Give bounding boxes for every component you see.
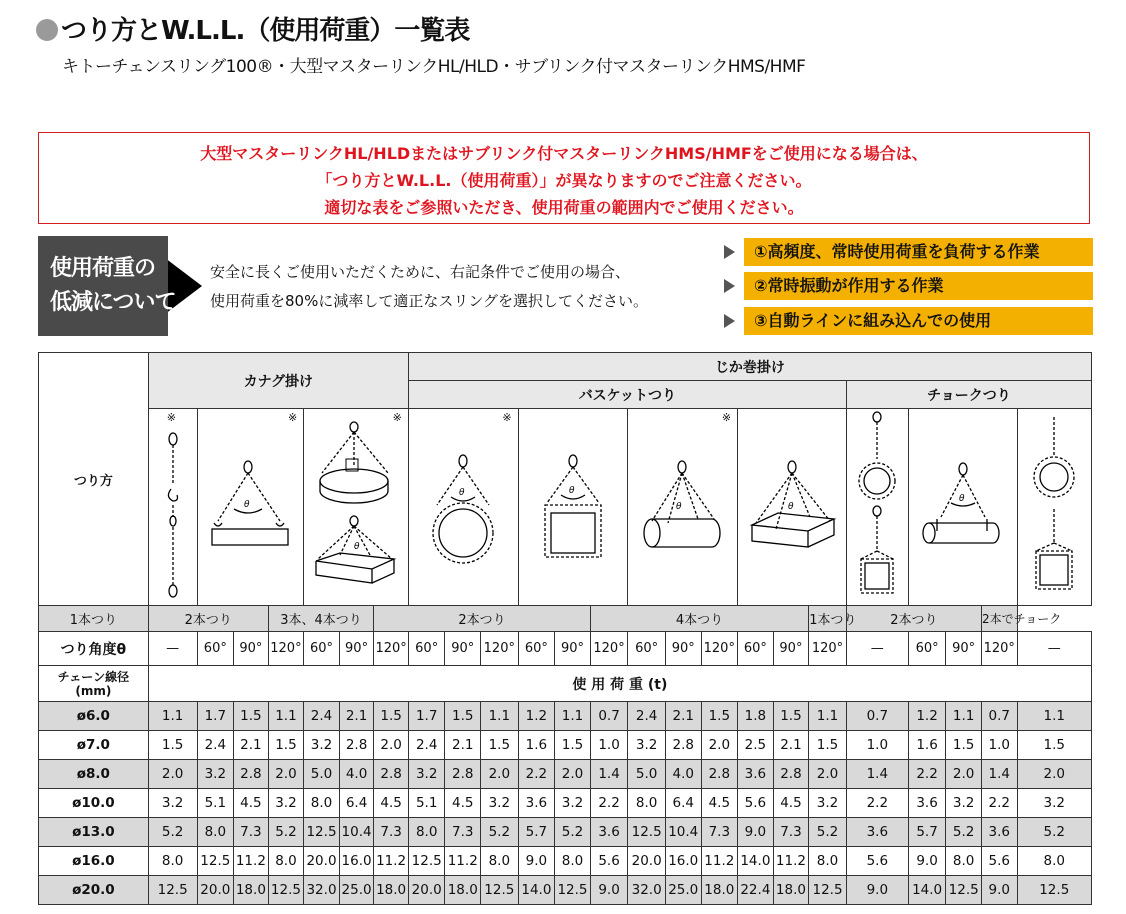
wll-cell: 3.2 [555,789,591,818]
wll-table [38,352,1092,905]
wll-cell: 4.5 [701,789,738,818]
condition-2: ②常時振動が作用する作業 [724,272,1094,300]
svg-text:θ: θ [568,486,575,496]
wll-cell: 2.1 [339,702,374,731]
wll-cell: 3.2 [481,789,519,818]
wll-cell: 3.2 [304,731,340,760]
wll-cell: 20.0 [408,876,445,905]
wll-cell: 14.0 [518,876,555,905]
sling-1leg-diagram: ※ [148,409,197,606]
legs-label: 4本つり [590,606,808,632]
wll-cell: 12.5 [197,847,234,876]
wll-cell: 2.8 [374,760,409,789]
choke-2leg-diagram [908,409,1017,606]
angle-cell: 120° [701,632,738,666]
wll-cell: 1.5 [773,702,809,731]
wll-cell: 2.8 [701,760,738,789]
wll-cell: 2.1 [445,731,481,760]
wll-cell: 2.2 [846,789,908,818]
wll-cell: 7.3 [374,818,409,847]
angle-cell: 120° [481,632,519,666]
wll-cell: 2.0 [809,760,847,789]
basket-4leg-box-diagram [738,409,847,606]
angle-cell: 90° [665,632,701,666]
wll-cell: 32.0 [304,876,340,905]
wll-cell: 2.8 [665,731,701,760]
wll-cell: 2.1 [234,731,269,760]
angle-row [39,632,1092,666]
wll-cell: 18.0 [701,876,738,905]
wll-cell: 2.4 [197,731,234,760]
legs-label: 1本つり [809,606,847,632]
wll-cell: 2.8 [445,760,481,789]
wll-cell: 5.2 [148,818,197,847]
wll-cell: 1.5 [809,731,847,760]
wll-cell: 8.0 [946,847,982,876]
wll-cell: 1.5 [481,731,519,760]
wll-cell: 9.0 [518,847,555,876]
svg-text:θ: θ [958,494,965,504]
wll-cell: 5.2 [1017,818,1091,847]
wll-cell: 1.5 [148,731,197,760]
wll-cell: 18.0 [234,876,269,905]
wll-cell: 1.5 [374,702,409,731]
wll-cell: 20.0 [304,847,340,876]
angle-cell: 90° [234,632,269,666]
wll-cell: 2.4 [304,702,340,731]
angle-cell: 120° [809,632,847,666]
svg-text:θ: θ [788,502,794,512]
table-row [39,731,1092,760]
wll-cell: 10.4 [339,818,374,847]
wll-cell: 4.5 [773,789,809,818]
data-body [39,702,1092,905]
wll-cell: 1.5 [445,702,481,731]
wll-cell: 2.1 [773,731,809,760]
table-row [39,876,1092,905]
notice-box [38,132,1090,224]
wll-cell: 20.0 [628,847,666,876]
wll-cell: 1.5 [234,702,269,731]
diameter-cell: ø13.0 [39,818,149,847]
angle-cell: 60° [197,632,234,666]
wll-cell: 12.5 [304,818,340,847]
page-title: つり方とW.L.L.（使用荷重）一覧表 [36,10,469,47]
wll-cell: 11.2 [773,847,809,876]
legs-label: 2本でチョーク [981,606,1017,632]
wll-cell: 2.0 [701,731,738,760]
condition-1: ①高頻度、常時使用荷重を負荷する作業 [724,238,1094,266]
wll-cell: 9.0 [738,818,774,847]
wll-cell: 1.1 [268,702,304,731]
wll-cell: 2.5 [738,731,774,760]
basket-2leg-round-diagram: ※ θ [408,409,518,606]
wll-cell: 4.5 [445,789,481,818]
wll-cell: 1.4 [846,760,908,789]
angle-cell: 90° [773,632,809,666]
wll-cell: 9.0 [981,876,1017,905]
jika-header: じか巻掛け [408,353,1091,381]
diameter-cell: ø6.0 [39,702,149,731]
wll-cell: 11.2 [445,847,481,876]
sling-3-4leg-diagram: ※ θ [304,409,409,606]
diameter-cell: ø16.0 [39,847,149,876]
wll-cell: 1.1 [555,702,591,731]
wll-cell: 25.0 [665,876,701,905]
wll-cell: 11.2 [234,847,269,876]
notice-line-1: 大型マスターリンクHL/HLDまたはサブリンク付マスターリンクHMS/HMFをご使用になる場合は、 [200,144,928,163]
angle-cell: 120° [374,632,409,666]
notice-line-3: 適切な表をご参照いただき、使用荷重の範囲内でご使用ください。 [324,198,804,217]
svg-text:θ: θ [354,542,360,552]
wll-cell: 9.0 [908,847,946,876]
wll-cell: 3.2 [197,760,234,789]
table-row [39,818,1092,847]
diameter-label: チェーン線径 (mm) [39,666,149,702]
wll-cell: 2.0 [481,760,519,789]
wll-cell: 2.1 [665,702,701,731]
wll-cell: 4.5 [234,789,269,818]
legs-label: 3本、4本つり [268,606,374,632]
wll-cell: 3.2 [268,789,304,818]
legs-label: 2本つり [148,606,268,632]
wll-cell: 2.2 [981,789,1017,818]
angle-cell: 60° [408,632,445,666]
wll-cell: 11.2 [374,847,409,876]
wll-cell: 12.5 [946,876,982,905]
wll-cell: 11.2 [701,847,738,876]
wll-cell: 1.5 [268,731,304,760]
wll-cell: 8.0 [555,847,591,876]
wll-cell: 5.1 [408,789,445,818]
angle-cell: 60° [518,632,555,666]
kanagu-header: カナグ掛け [148,353,408,409]
wll-cell: 18.0 [374,876,409,905]
angle-cell: 120° [268,632,304,666]
table-row [39,760,1092,789]
angle-cell: — [846,632,908,666]
wll-cell: 0.7 [981,702,1017,731]
reduction-text: 安全に長くご使用いただくために、右記条件でご使用の場合、 使用荷重を80%に減率して適正なスリングを選択してください。 [210,263,649,310]
wll-cell: 2.0 [946,760,982,789]
angle-cell: 60° [628,632,666,666]
basket-header: バスケットつり [408,381,846,409]
wll-cell: 2.0 [374,731,409,760]
wll-cell: 8.0 [481,847,519,876]
wll-cell: 8.0 [408,818,445,847]
wll-cell: 7.3 [701,818,738,847]
basket-4leg-round-diagram: ※ θ [628,409,738,606]
wll-cell: 14.0 [908,876,946,905]
wll-cell: 2.4 [408,731,445,760]
wll-cell: 5.7 [908,818,946,847]
triangle-icon [724,279,735,293]
table-row [39,847,1092,876]
wll-cell: 2.8 [234,760,269,789]
wll-cell: 12.5 [268,876,304,905]
wll-cell: 2.0 [1017,760,1091,789]
diameter-cell: ø20.0 [39,876,149,905]
wll-cell: 9.0 [590,876,628,905]
wll-cell: 0.7 [846,702,908,731]
wll-cell: 1.2 [908,702,946,731]
wll-cell: 1.1 [148,702,197,731]
wll-cell: 18.0 [445,876,481,905]
wll-cell: 25.0 [339,876,374,905]
wll-cell: 8.0 [628,789,666,818]
basket-2leg-square-diagram [518,409,628,606]
wll-cell: 1.1 [1017,702,1091,731]
angle-cell: 60° [738,632,774,666]
wll-cell: 8.0 [304,789,340,818]
wll-cell: 3.2 [148,789,197,818]
wll-cell: 5.0 [628,760,666,789]
wll-cell: 1.0 [981,731,1017,760]
wll-cell: 1.5 [946,731,982,760]
choke-header: チョークつり [846,381,1091,409]
choke-1leg-diagram [846,409,908,606]
wll-cell: 3.6 [981,818,1017,847]
diameter-cell: ø7.0 [39,731,149,760]
wll-cell: 12.5 [555,876,591,905]
wll-cell: 32.0 [628,876,666,905]
wll-cell: 2.2 [908,760,946,789]
legs-label: 2本つり [374,606,590,632]
wll-cell: 5.2 [268,818,304,847]
wll-cell: 3.2 [408,760,445,789]
wll-cell: 2.0 [555,760,591,789]
wll-cell: 22.4 [738,876,774,905]
wll-cell: 20.0 [197,876,234,905]
wll-label: 使 用 荷 重 (t) [148,666,1091,702]
wll-cell: 16.0 [339,847,374,876]
wll-cell: 5.2 [481,818,519,847]
wll-cell: 12.5 [809,876,847,905]
wll-cell: 0.7 [590,702,628,731]
method-header: つり方 [39,353,149,606]
wll-cell: 12.5 [481,876,519,905]
wll-cell: 1.7 [408,702,445,731]
angle-cell: 90° [445,632,481,666]
diameter-cell: ø10.0 [39,789,149,818]
angle-cell: — [148,632,197,666]
table-row [39,789,1092,818]
wll-cell: 1.4 [590,760,628,789]
svg-text:θ: θ [458,488,465,498]
wll-cell: 1.8 [738,702,774,731]
triangle-icon [724,245,735,259]
wll-cell: 3.2 [809,789,847,818]
wll-cell: 12.5 [148,876,197,905]
wll-cell: 3.2 [1017,789,1091,818]
wll-cell: 8.0 [1017,847,1091,876]
wll-cell: 16.0 [665,847,701,876]
wll-cell: 1.5 [555,731,591,760]
angle-cell: 90° [339,632,374,666]
triangle-icon [724,314,735,328]
wll-cell: 9.0 [846,876,908,905]
reduction-label: 使用荷重の 低減について [38,236,168,336]
diameter-cell: ø8.0 [39,760,149,789]
wll-cell: 12.5 [628,818,666,847]
wll-cell: 12.5 [408,847,445,876]
wll-cell: 8.0 [268,847,304,876]
wll-cell: 3.6 [908,789,946,818]
wll-cell: 8.0 [809,847,847,876]
wll-cell: 5.6 [590,847,628,876]
wll-cell: 3.6 [518,789,555,818]
wll-cell: 4.0 [665,760,701,789]
wll-cell: 3.2 [628,731,666,760]
wll-cell: 5.2 [809,818,847,847]
wll-cell: 7.3 [773,818,809,847]
wll-cell: 8.0 [148,847,197,876]
wll-cell: 8.0 [197,818,234,847]
wll-cell: 5.0 [304,760,340,789]
angle-cell: 90° [555,632,591,666]
sling-2leg-hook-diagram: ※ θ [197,409,304,606]
wll-cell: 5.2 [555,818,591,847]
angle-cell: 90° [946,632,982,666]
table-row [39,702,1092,731]
wll-cell: 1.7 [197,702,234,731]
wll-cell: 2.2 [590,789,628,818]
angle-cell: 120° [981,632,1017,666]
wll-cell: 2.0 [148,760,197,789]
wll-cell: 5.1 [197,789,234,818]
angle-cell: 60° [908,632,946,666]
notice-line-2: 「つり方とW.L.L.（使用荷重）」が異なりますのでご注意ください。 [316,171,812,190]
wll-cell: 2.4 [628,702,666,731]
wll-cell: 1.6 [518,731,555,760]
wll-cell: 10.4 [665,818,701,847]
wll-cell: 2.0 [268,760,304,789]
wll-cell: 5.6 [981,847,1017,876]
angle-label: つり角度θ [39,632,149,666]
wll-cell: 1.0 [590,731,628,760]
wll-cell: 5.6 [846,847,908,876]
wll-cell: 3.2 [946,789,982,818]
wll-cell: 14.0 [738,847,774,876]
page-subtitle: キトーチェンスリング100®・大型マスターリンクHL/HLD・サブリンク付マスターリンクHMS/HMF [62,57,806,77]
bullet-icon [36,19,58,41]
wll-cell: 1.5 [1017,731,1091,760]
angle-cell: — [1017,632,1091,666]
legs-label: 1本つり [39,606,149,632]
wll-cell: 12.5 [1017,876,1091,905]
svg-text:θ: θ [676,502,682,512]
wll-cell: 3.6 [590,818,628,847]
wll-cell: 6.4 [339,789,374,818]
angle-cell: 120° [590,632,628,666]
wll-cell: 1.1 [481,702,519,731]
wll-cell: 1.1 [946,702,982,731]
condition-3: ③自動ラインに組み込んでの使用 [724,307,1094,335]
wll-cell: 1.2 [518,702,555,731]
wll-cell: 4.0 [339,760,374,789]
wll-cell: 3.6 [846,818,908,847]
angle-cell: 60° [304,632,340,666]
wll-cell: 7.3 [445,818,481,847]
wll-cell: 6.4 [665,789,701,818]
wll-cell: 4.5 [374,789,409,818]
wll-cell: 5.2 [946,818,982,847]
legs-label: 2本つり [846,606,981,632]
wll-cell: 1.0 [846,731,908,760]
svg-text:θ: θ [243,500,250,510]
wll-cell: 18.0 [773,876,809,905]
wll-cell: 5.7 [518,818,555,847]
wll-cell: 1.1 [809,702,847,731]
wll-cell: 5.6 [738,789,774,818]
wll-cell: 2.2 [518,760,555,789]
wll-cell: 3.6 [738,760,774,789]
wll-cell: 2.8 [339,731,374,760]
wll-cell: 7.3 [234,818,269,847]
choke-double-diagram [1017,409,1091,606]
wll-cell: 2.8 [773,760,809,789]
wll-cell: 1.5 [701,702,738,731]
wll-cell: 1.6 [908,731,946,760]
wll-cell: 1.4 [981,760,1017,789]
